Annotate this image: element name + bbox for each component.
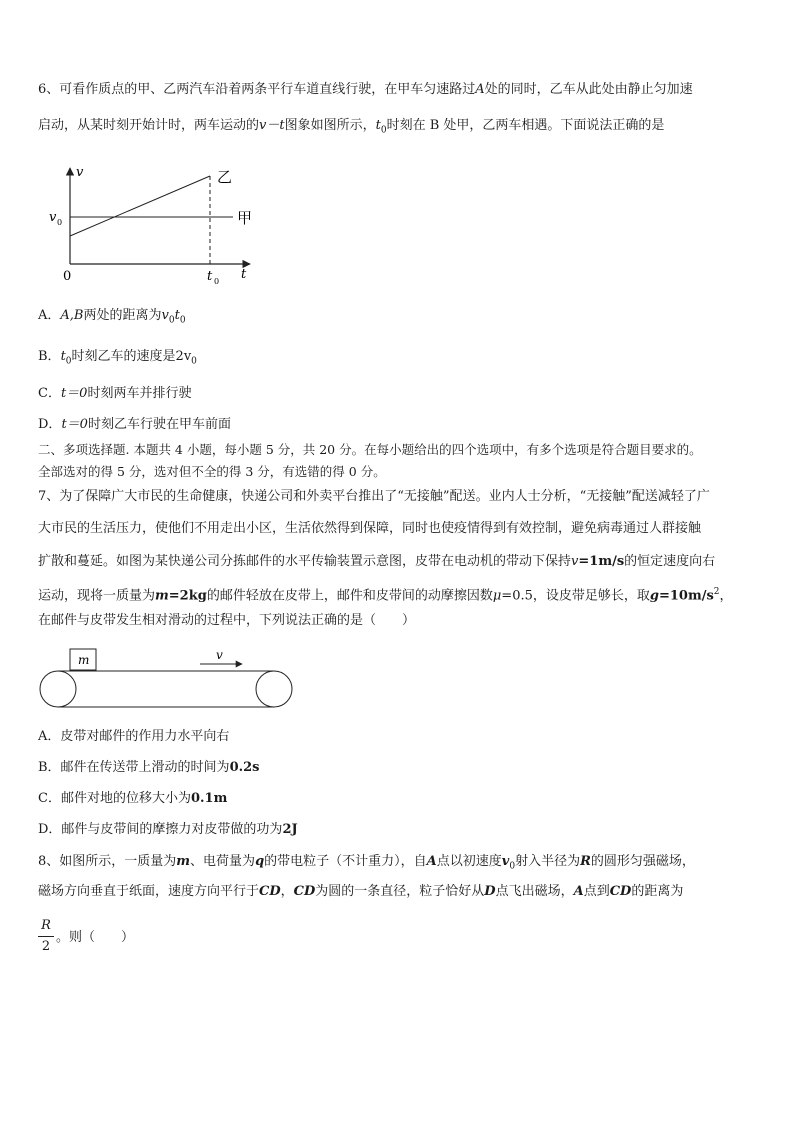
fraction-numerator: R [38,918,54,937]
right-roller [256,671,292,707]
section2-line-2: 全部选对的得 5 分，选对但不全的得 3 分，有选错的得 0 分。 [38,464,386,479]
q7-line-4: 运动，现将一质量为m=2kg的邮件轻放在皮带上，邮件和皮带间的动摩擦因数μ=0.5，设皮带足够长，取$g=10m/s^2$， [38,587,733,604]
q6-option-c[interactable]: C．t＝0时刻两车并排行驶 [38,386,192,401]
q6-line-1: 6、可看作质点的甲、乙两汽车沿着两条平行车道直线行驶，在甲车匀速路过A处的同时，乙车从此处由静止匀加速 [38,82,693,97]
q6-line-2: 启动，从某时刻开始计时，两车运动的v－t图象如图所示，$t_0$时刻在 B 处甲，乙两车相遇。下面说法正确的是 [38,118,665,136]
q6-option-a[interactable]: A．A,B两处的距离为$v_0t_0$ [38,308,186,326]
q6-option-d[interactable]: D．t＝0时刻乙车行驶在甲车前面 [38,417,231,432]
q7-option-b[interactable]: B．邮件在传送带上滑动的时间为0.2s [38,760,260,775]
q7-option-d[interactable]: D．邮件与皮带间的摩擦力对皮带做的功为2J [38,822,298,837]
q7-line-1: 7、为了保障广大市民的生命健康，快递公司和外卖平台推出了“无接触”配送。业内人士分析，“无接触”配送减轻了广 [38,489,710,504]
vt-x-label: t [241,267,247,282]
vt-yi-label: 乙 [217,168,233,186]
conveyor-belt-figure [38,645,298,713]
velocity-label: v [216,648,223,662]
vt-line-yi [70,176,210,236]
q7-line-2: 大市民的生活压力，使他们不用走出小区，生活依然得到保障，同时也使疫情得到有效控制，避免病毒通过人群接触 [38,521,702,536]
q8-fraction [38,918,54,955]
vt-t0-label: t [207,269,213,284]
q7-option-c[interactable]: C．邮件对地的位移大小为0.1m [38,791,228,806]
vt-y-label: v [76,165,84,180]
vt-origin: 0 [63,269,72,284]
q7-option-a[interactable]: A．皮带对邮件的作用力水平向右 [38,729,230,744]
vt-t0-sub: 0 [214,277,220,286]
vt-graph [40,160,270,288]
q7-line-3: 扩散和蔓延。如图为某快递公司分拣邮件的水平传输装置示意图，皮带在电动机的带动下保持v=1m/s的恒定速度向右 [38,554,716,569]
left-roller [40,671,76,707]
section2-line-1: 二、多项选择题. 本题共 4 小题，每小题 5 分，共 20 分。在每小题给出的四个选项中，有多个选项是符合题目要求的。 [38,442,702,457]
mass-label: m [78,653,90,667]
fraction-denominator: 2 [41,939,51,954]
vt-v0-sub: 0 [57,218,63,227]
q6-option-b[interactable]: B．$t_0$时刻乙车的速度是$2v_0$ [38,349,197,367]
vt-jia-label: 甲 [237,209,253,227]
q7-line-5: 在邮件与皮带发生相对滑动的过程中，下列说法正确的是（ ） [38,613,416,628]
q8-line-1: 8、如图所示，一质量为m、电荷量为q的带电粒子（不计重力），自A点以初速度$v_0$射入半径为R的圆形匀强磁场， [38,854,695,872]
q8-line-2: 磁场方向垂直于纸面，速度方向平行于CD，CD为圆的一条直径，粒子恰好从D点飞出磁场，A点到CD的距离为 [38,884,684,899]
vt-v0-label: v [49,210,57,225]
q8-line-3-tail: 。则（ ） [56,930,135,945]
